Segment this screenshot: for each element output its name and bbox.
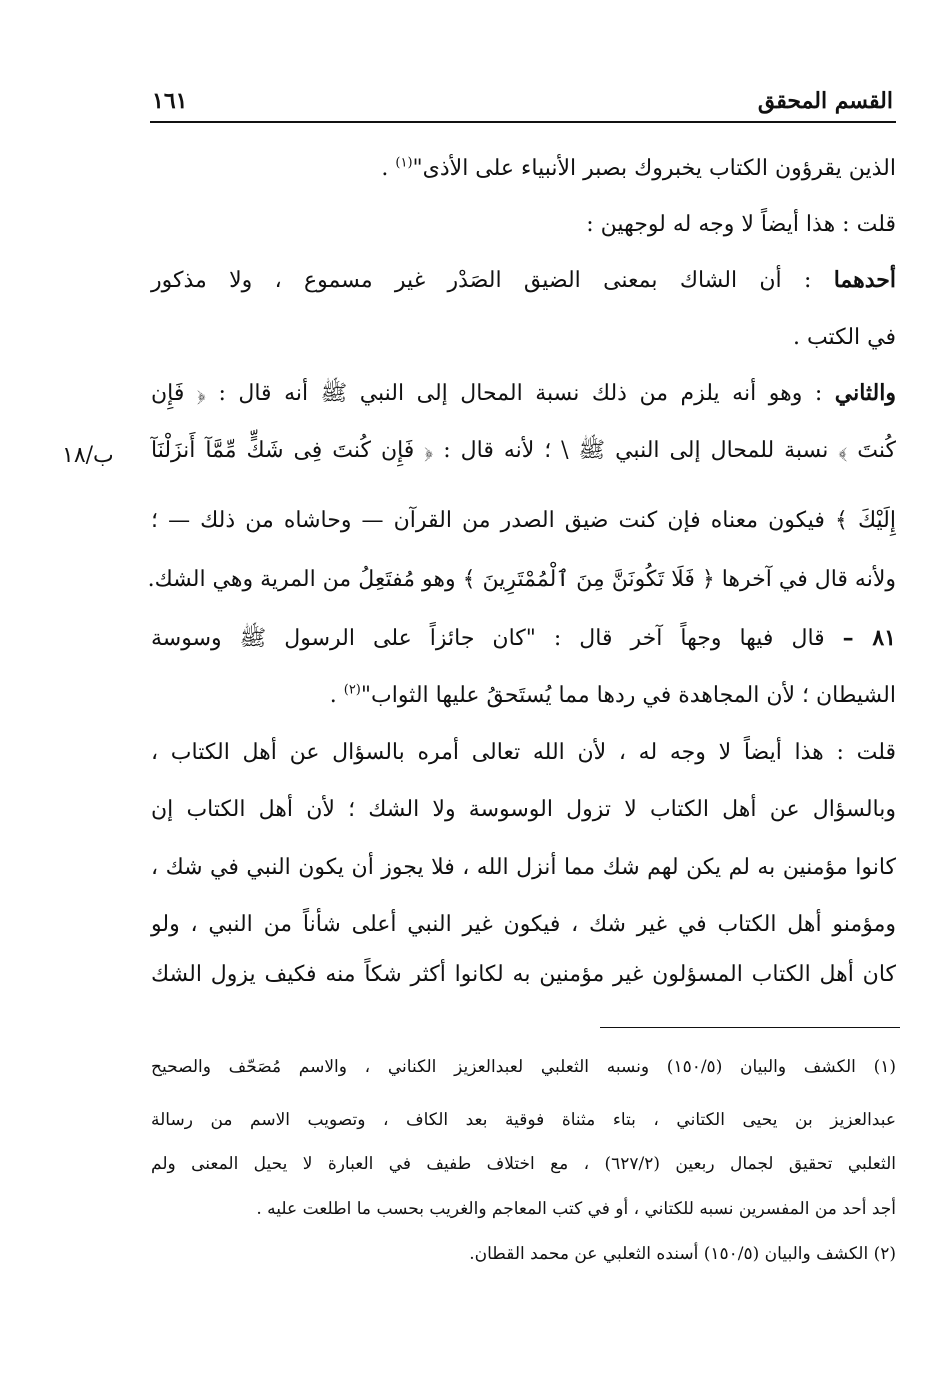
body-line-4: في الكتب . [792,325,896,350]
body-line-15: كان أهل الكتاب المسؤلون غير مؤمنين به لكانوا أكثر شكاً منه فكيف يزول الشك [151,962,896,987]
point-label-first: أحدهما [833,267,896,293]
body-text: الذين يقرؤون الكتاب يخبروك بصبر الأنبياء على الأذى" [412,156,896,181]
footnote-ref-1: (١) [395,155,413,171]
paragraph-number: ٨١ – [842,625,896,651]
body-text: . [329,683,344,708]
body-line-7: إِلَيْكَ ﴾ فيكون معناه فإن كنت ضيق الصدر من القرآن — وحاشاه من ذلك — ؛ [151,508,896,533]
footnote-1-line-3: الثعلبي تحقيق لجمال ربعين (٦٢٧/٢) ، مع اختلاف طفيف في العبارة لا يحيل المعنى ولم [151,1154,896,1174]
body-line-9 [151,623,896,654]
footnote-2: (٢) الكشف والبيان (١٥٠/٥) أسنده الثعلبي عن محمد القطان. [469,1244,896,1264]
body-line-13: كانوا مؤمنين به لم يكن لهم شك مما أنزل الله ، فلا يجوز أن يكون النبي في شك ، [151,855,896,880]
page-number: ١٦١ [152,88,188,114]
body-line-11: قلت : هذا أيضاً لا وجه له ، لأن الله تعالى أمره بالسؤال عن أهل الكتاب ، [151,740,896,765]
body-line-10 [151,681,896,711]
body-text: . [381,156,396,181]
body-text: : أن الشاك بمعنى الضيق الصَدْر غير مسموع ، ولا مذكور [151,268,834,293]
body-line-2: قلت : هذا أيضاً لا وجه له لوجهين : [586,212,896,237]
footnote-1-line-2: عبدالعزيز بن يحيى الكتاني ، بتاء مثناة فوقية بعد الكاف ، وتصويب الاسم من رسالة [151,1110,896,1130]
body-line-6: كُنتَ ﴾ نسبة للمحال إلى النبي ﷺ \ ؛ لأنه قال : ﴿ فَإِن كُنتَ فِى شَكٍّ مِّمَّآ أَنزَلْنَآ [151,438,896,463]
point-label-second: والثاني [834,380,896,406]
body-line-3 [151,265,896,296]
body-line-1 [151,154,896,184]
body-text: قال فيها وجهاً آخر قال : "كان جائزاً على الرسول ﷺ وسوسة [151,626,843,651]
footnote-1-line-1: (١) الكشف والبيان (١٥٠/٥) ونسبه الثعلبي لعبدالعزيز الكناني ، والاسم مُصَحّف والصحيح [151,1057,896,1077]
footnote-rule [600,1027,900,1028]
body-line-12: وبالسؤال عن أهل الكتاب لا تزول الوسوسة ولا الشك ؛ لأن أهل الكتاب إن [151,797,896,822]
footnote-ref-2: (٢) [343,682,361,698]
footnote-1-line-4: أجد أحد من المفسرين نسبه للكتاني ، أو في كتب المعاجم والغريب بحسب ما اطلعت عليه . [256,1199,896,1219]
body-line-5 [151,378,896,409]
header-rule [150,121,896,123]
margin-folio-note: ب/١٨ [62,443,114,468]
body-text: الشيطان ؛ لأن المجاهدة في ردها مما يُستَحقُ عليها الثواب" [360,683,896,708]
body-line-14: ومؤمنو أهل الكتاب في غير شك ، فيكون غير النبي أعلى شأناً من النبي ، ولو [151,912,896,937]
running-header-title: القسم المحقق [757,88,893,114]
body-line-8: ولأنه قال في آخرها ﴿ فَلَا تَكُونَنَّ مِنَ ٱلْمُمْتَرِينَ ﴾ وهو مُفتَعِلُ من المرية وهي الشك. [147,567,896,592]
body-text: : وهو أنه يلزم من ذلك نسبة المحال إلى النبي ﷺ أنه قال : ﴿ فَإِن [151,381,835,406]
